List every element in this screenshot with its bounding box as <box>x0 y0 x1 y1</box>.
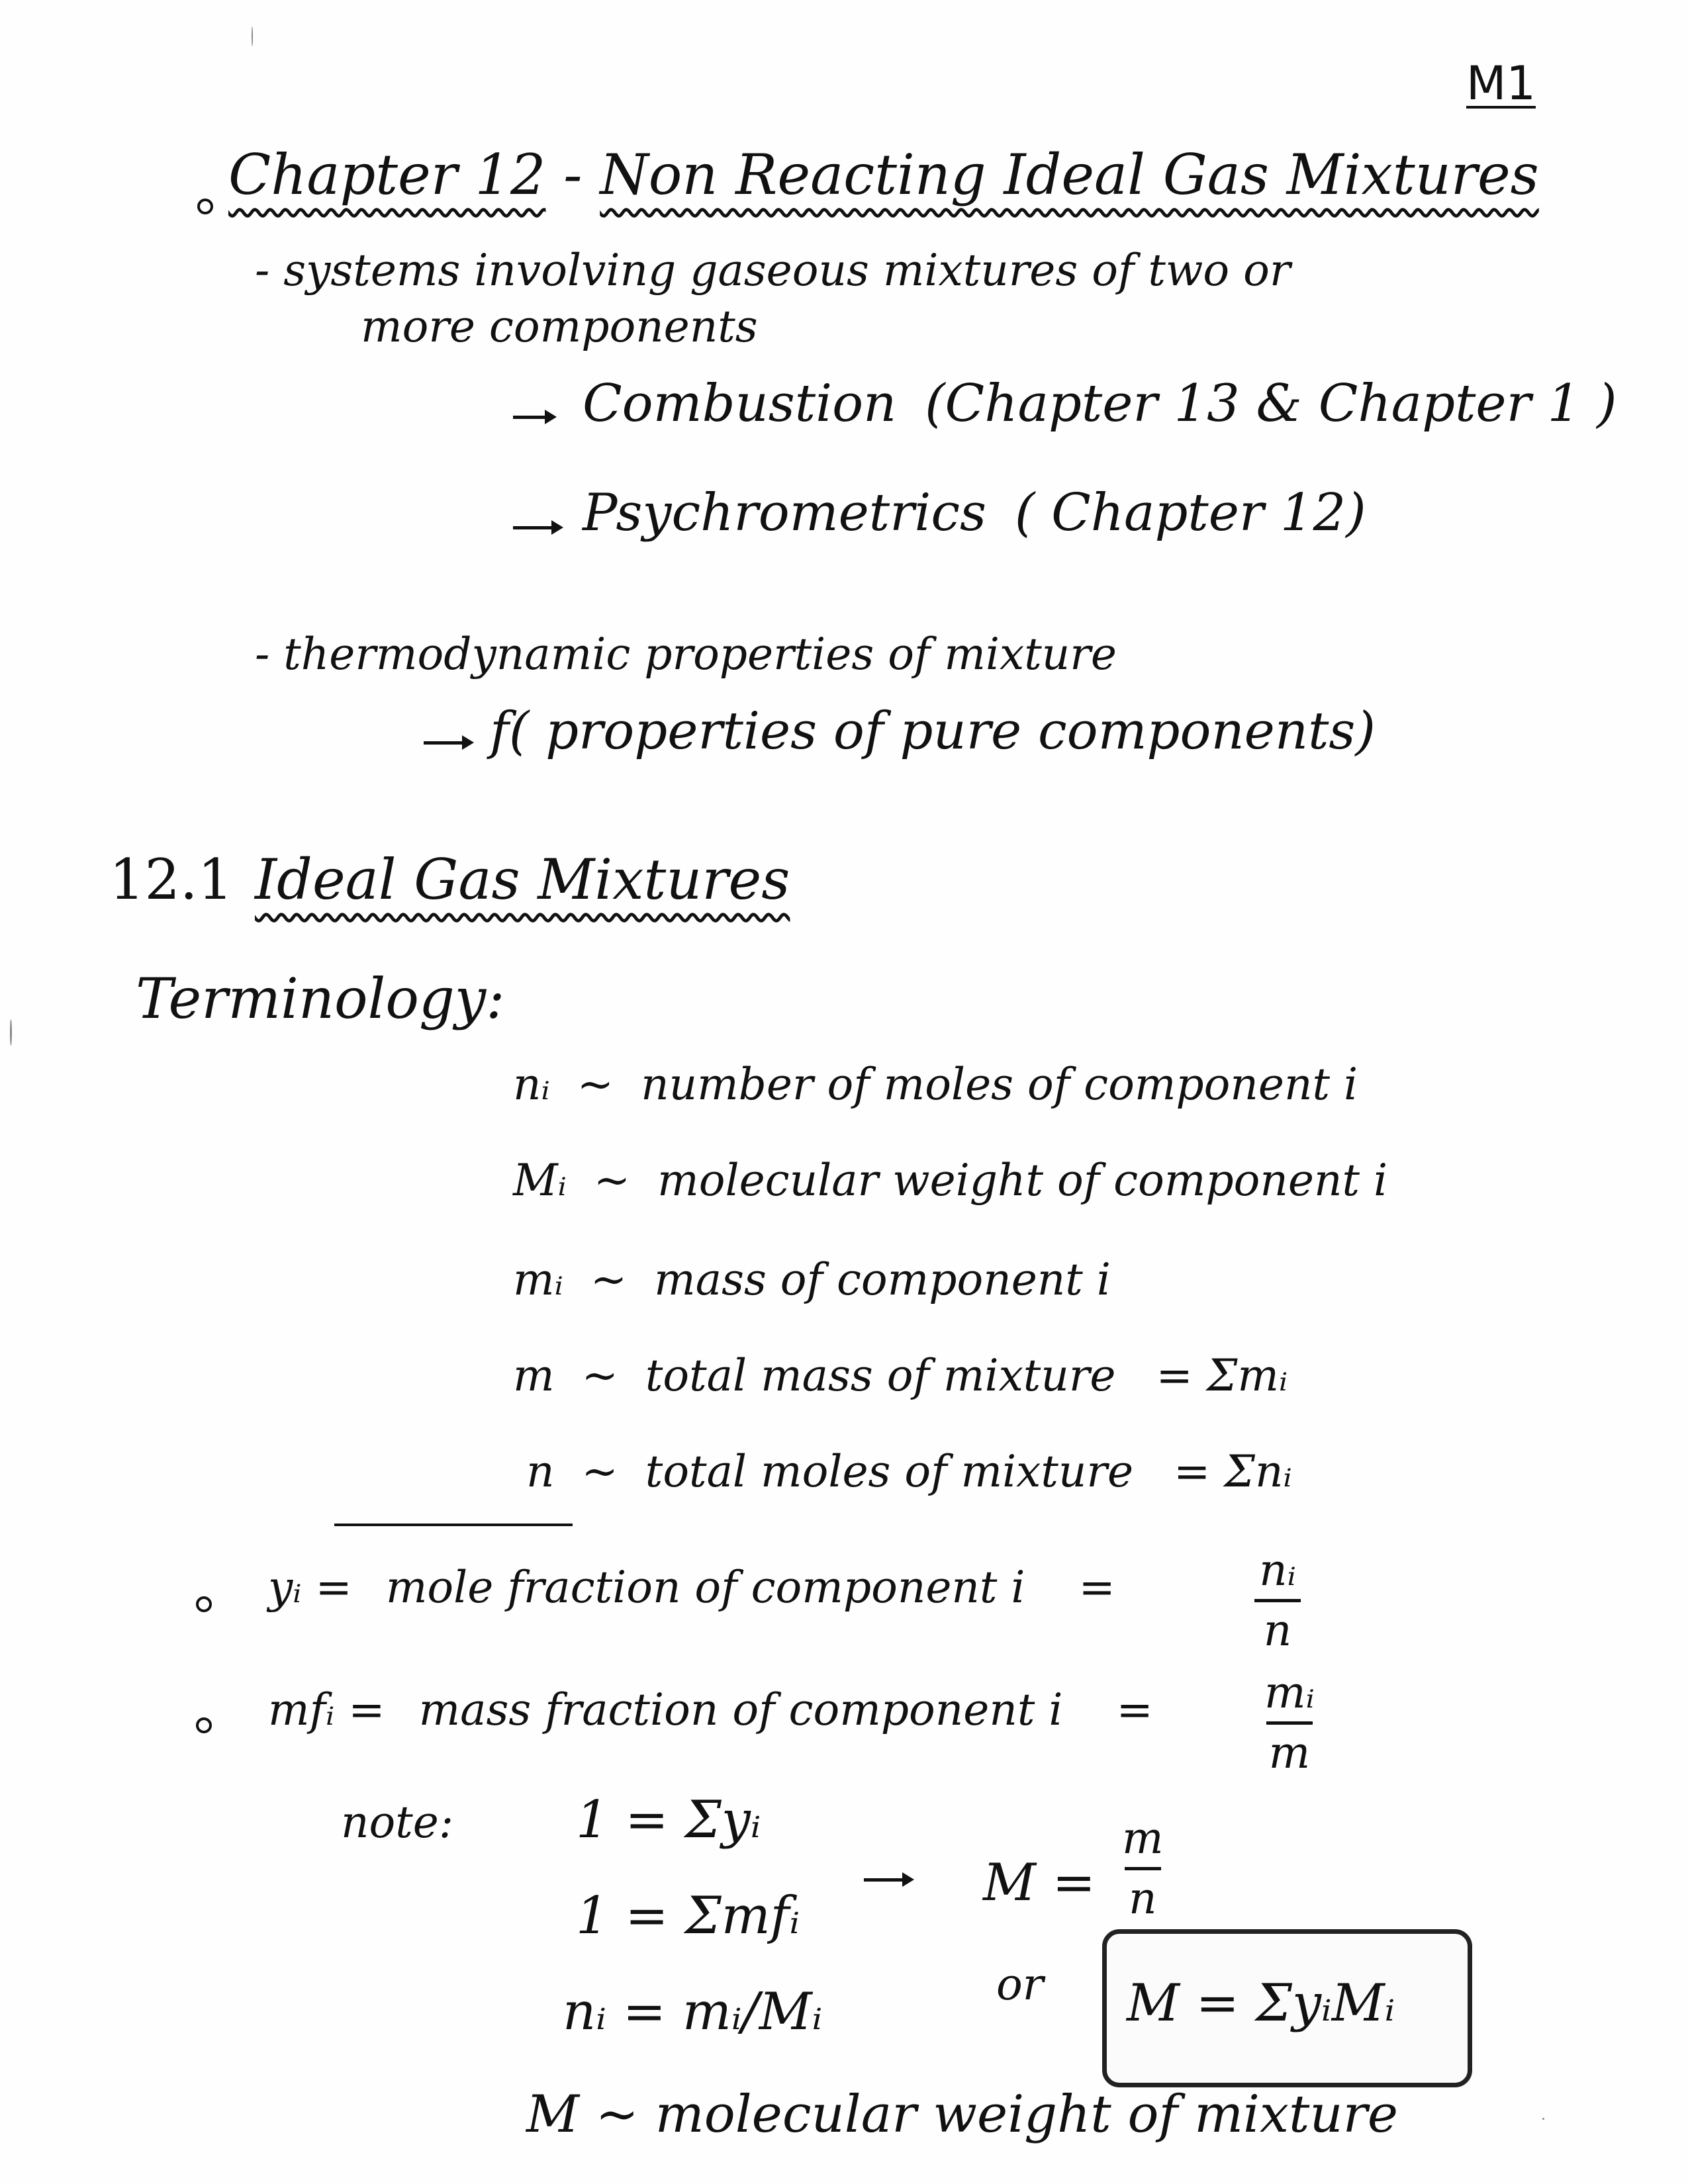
arrow-right-icon <box>513 526 559 529</box>
section-title: Ideal Gas Mixtures <box>255 847 790 912</box>
term-item <box>513 1155 1387 1206</box>
mass-fraction-symbol: mfᵢ = <box>268 1684 385 1735</box>
term-definition: mass of component i <box>654 1254 1111 1305</box>
term-definition: total moles of mixture <box>645 1446 1134 1497</box>
section-number: 12.1 <box>109 847 234 912</box>
mole-fraction-text: mole fraction of component i <box>385 1562 1025 1613</box>
combustion-label: Combustion <box>583 374 897 433</box>
sub-item-combustion <box>583 374 1617 433</box>
term-definition: total mass of mixture <box>645 1350 1116 1401</box>
term-item <box>526 1446 1292 1497</box>
term-separator: ~ <box>581 1446 618 1497</box>
chapter-heading <box>228 142 1539 207</box>
numerator: nᵢ <box>1259 1545 1296 1596</box>
mass-fraction-formula <box>1264 1667 1315 1778</box>
mass-fraction-def <box>268 1684 1153 1735</box>
term-separator: ~ <box>581 1350 618 1401</box>
term-symbol: n <box>526 1446 555 1497</box>
fraction-bar <box>1125 1867 1161 1870</box>
term-sum: = Σnᵢ <box>1174 1446 1292 1497</box>
note-eq-mole-sum: 1 = Σyᵢ <box>576 1790 761 1850</box>
mole-fraction-def <box>268 1562 1115 1613</box>
equals-sign: = <box>1116 1684 1153 1735</box>
term-symbol: Mᵢ <box>513 1155 567 1206</box>
chapter-name: Non Reacting Ideal Gas Mixtures <box>600 142 1539 207</box>
combustion-ref: (Chapter 13 & Chapter 1 ) <box>925 374 1617 433</box>
chapter-prefix: Chapter 12 <box>228 142 546 207</box>
bullet-icon <box>197 199 213 214</box>
term-separator: ~ <box>577 1059 614 1110</box>
thermo-function: f( properties of pure components) <box>490 702 1376 761</box>
arrow-right-icon <box>513 416 553 419</box>
arrow-right-icon <box>424 741 470 745</box>
scan-artifact <box>1542 2118 1544 2120</box>
terminology-label: Terminology: <box>136 966 505 1031</box>
term-separator: ~ <box>593 1155 631 1206</box>
term-symbol: mᵢ <box>513 1254 563 1305</box>
term-symbol: m <box>513 1350 555 1401</box>
chapter-dash: - <box>563 142 583 207</box>
term-item <box>513 1254 1111 1305</box>
molecular-weight-ratio-lhs: M = <box>983 1853 1096 1913</box>
note-eq-moles: nᵢ = mᵢ/Mᵢ <box>563 1982 823 2042</box>
term-separator: ~ <box>590 1254 628 1305</box>
molecular-weight-definition: M ~ molecular weight of mixture <box>526 2085 1399 2144</box>
term-sum: = Σmᵢ <box>1156 1350 1288 1401</box>
fraction-bar <box>1266 1721 1313 1725</box>
or-label: or <box>996 1959 1044 2010</box>
numerator: mᵢ <box>1264 1667 1315 1718</box>
term-definition: molecular weight of component i <box>657 1155 1388 1206</box>
point-systems-line2: more components <box>361 301 758 352</box>
note-eq-mass-sum: 1 = Σmfᵢ <box>576 1886 800 1946</box>
divider-line <box>334 1524 573 1526</box>
term-item <box>513 1350 1288 1401</box>
arrow-right-icon <box>864 1878 910 1882</box>
term-item <box>513 1059 1358 1110</box>
mass-fraction-text: mass fraction of component i <box>418 1684 1063 1735</box>
bullet-icon <box>196 1717 212 1733</box>
psychrometrics-ref: ( Chapter 12) <box>1014 483 1366 543</box>
point-thermo-properties: - thermodynamic properties of mixture <box>255 629 1117 680</box>
scan-artifact <box>10 1019 12 1046</box>
equals-sign: = <box>1078 1562 1115 1613</box>
term-symbol: nᵢ <box>513 1059 550 1110</box>
note-label: note: <box>341 1797 454 1848</box>
scan-artifact <box>252 26 253 46</box>
term-definition: number of moles of component i <box>641 1059 1358 1110</box>
page-label: M1 <box>1466 56 1536 111</box>
boxed-equation <box>1102 1929 1472 2087</box>
molecular-weight-ratio <box>1122 1813 1164 1924</box>
denominator: n <box>1129 1873 1157 1924</box>
boxed-equation-text: M = ΣyᵢMᵢ <box>1127 1974 1395 2033</box>
mole-fraction-formula <box>1254 1545 1301 1656</box>
bullet-icon <box>196 1596 212 1612</box>
mole-fraction-symbol: yᵢ = <box>268 1562 352 1613</box>
numerator: m <box>1122 1813 1164 1864</box>
denominator: n <box>1263 1605 1292 1656</box>
point-systems-line1: - systems involving gaseous mixtures of two or <box>255 245 1291 296</box>
sub-item-psychrometrics <box>583 483 1366 543</box>
denominator: m <box>1268 1727 1311 1778</box>
psychrometrics-label: Psychrometrics <box>583 483 987 543</box>
fraction-bar <box>1254 1599 1301 1602</box>
